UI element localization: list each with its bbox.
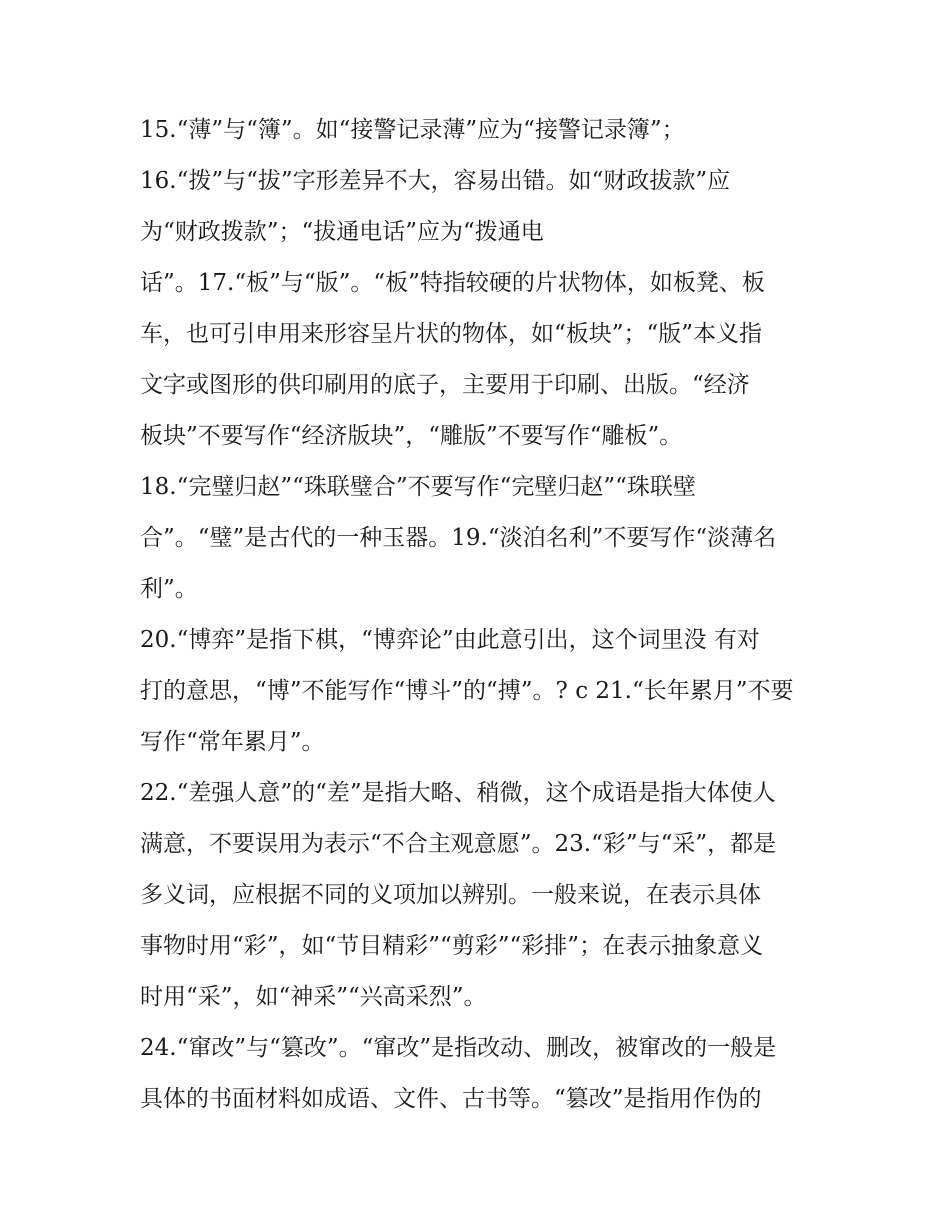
text-line: 事物时用“彩”，如“节目精彩”“剪彩”“彩排”；在表示抽象意义 (140, 933, 764, 959)
text-line: 24.“窜改”与“篡改”。“窜改”是指改动、删改，被窜改的一般是 (140, 1035, 777, 1061)
text-line: 板块”不要写作“经济版块”，“雕版”不要写作“雕板”。 (140, 423, 683, 449)
text-line: 具体的书面材料如成语、文件、古书等。“篡改”是指用作伪的 (140, 1086, 762, 1112)
text-line: 车，也可引申用来形容呈片状的物体，如“板块”；“版”本义指 (140, 321, 763, 347)
text-line: 时用“采”，如“神采”“兴高采烈”。 (140, 984, 487, 1010)
text-line: 为“财政拨款”；“拔通电话”应为“拨通电 (140, 219, 544, 245)
text-line: 18.“完璧归赵”“珠联璧合”不要写作“完壁归赵”“珠联壁 (140, 474, 696, 500)
text-line: 文字或图形的供印刷用的底子，主要用于印刷、出版。“经济 (140, 372, 750, 398)
text-line: 20.“博弈”是指下棋，“博弈论”由此意引出，这个词里没 有对 (140, 627, 760, 653)
text-line: 利”。 (140, 576, 198, 602)
text-line: 写作“常年累月”。 (140, 729, 325, 755)
text-line: 22.“差强人意”的“差”是指大略、稍微，这个成语是指大体使人 (140, 780, 776, 806)
text-line: 合”。“璧”是古代的一种玉器。19.“淡泊名利”不要写作“淡薄名 (140, 525, 777, 551)
text-line: 16.“拨”与“拔”字形差异不大，容易出错。如“财政拔款”应 (140, 168, 731, 194)
text-line: 满意，不要误用为表示“不合主观意愿”。23.“彩”与“采”，都是 (140, 831, 777, 857)
text-line: 话”。17.“板”与“版”。“板”特指较硬的片状物体，如板凳、板 (140, 270, 765, 296)
text-line: 打的意思，“博”不能写作“博斗”的“搏”。? c 21.“长年累月”不要 (140, 678, 794, 704)
body-text (140, 109, 820, 1129)
text-line: 15.“薄”与“簿”。如“接警记录薄”应为“接警记录簿”； (140, 117, 685, 143)
text-line: 多义词，应根据不同的义项加以辨别。一般来说，在表示具体 (140, 882, 761, 908)
